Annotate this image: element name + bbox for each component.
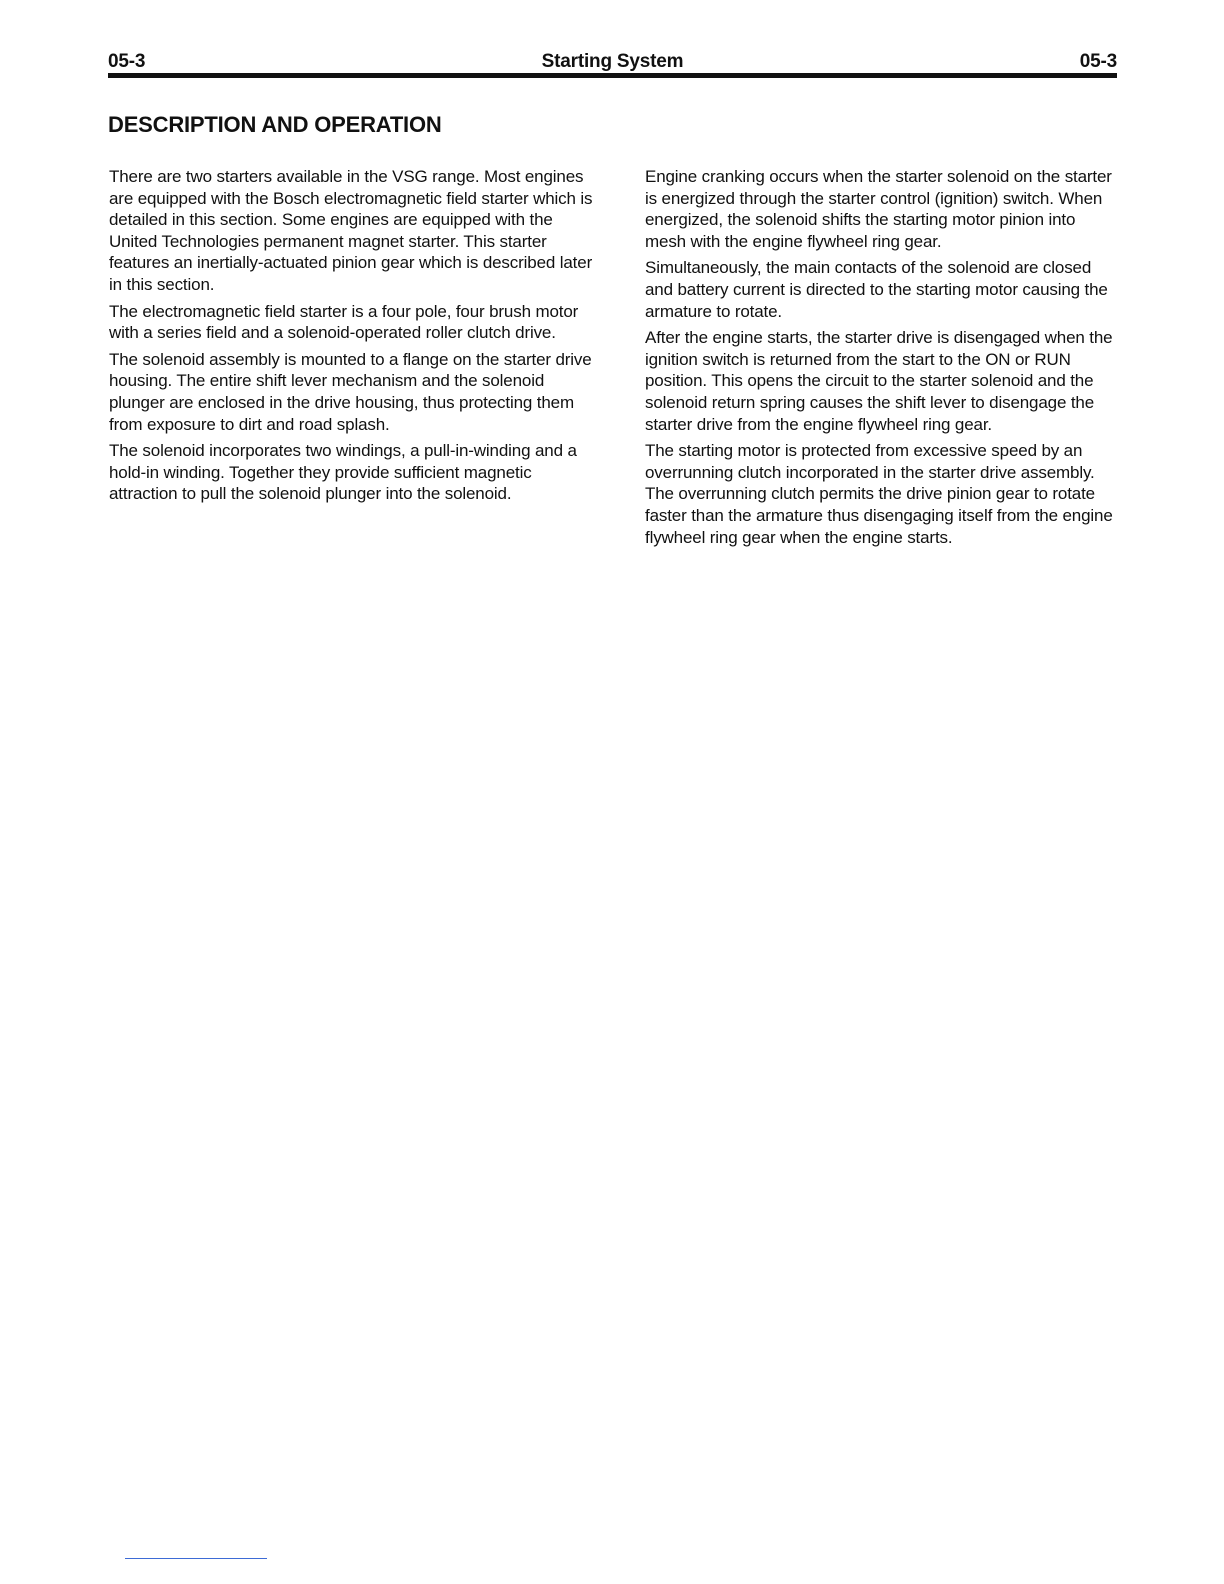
paragraph: Engine cranking occurs when the starter solenoid on the starter is energized through the starter control (ignition) switch. When energized, the solenoid shifts the starting motor pinion into mesh with the engine flywheel ring gear. [645,167,1112,251]
section-title: DESCRIPTION AND OPERATION [108,112,442,137]
footer-rule [125,1558,267,1559]
paragraph: The solenoid assembly is mounted to a flange on the starter drive housing. The entire shift lever mechanism and the solenoid plunger are enclosed in the drive housing, thus protecting them from exposure to dirt and road splash. [109,349,592,434]
header-rule [108,73,1117,78]
paragraph: The electromagnetic field starter is a four pole, four brush motor with a series field and a solenoid-operated roller clutch drive. [109,301,579,343]
left-column [109,166,595,510]
paragraph: Simultaneously, the main contacts of the solenoid are closed and battery current is directed to the starting motor causing the armature to rotate. [645,258,1108,321]
paragraph: There are two starters available in the VSG range. Most engines are equipped with the Bosch electromagnetic field starter which is detailed in this section. Some engines are equipped with the United Technologies permanent magnet starter. This starter features an inertially-actuated pinion gear which is described later in this section. [109,167,593,294]
page-number-left: 05-3 [108,51,146,72]
right-column [645,166,1117,553]
paragraph: The solenoid incorporates two windings, a pull-in-winding and a hold-in winding. Together they provide sufficient magnetic attraction to pull the solenoid plunger into the solenoid. [109,441,577,504]
running-header-title: Starting System [541,51,684,72]
paragraph: The starting motor is protected from excessive speed by an overrunning clutch incorporated in the starter drive assembly. The overrunning clutch permits the drive pinion gear to rotate faster than the armature thus disengaging itself from the engine flywheel ring gear when the engine starts. [645,441,1113,547]
paragraph: After the engine starts, the starter drive is disengaged when the ignition switch is returned from the start to the ON or RUN position. This opens the circuit to the starter solenoid and the solenoid return spring causes the shift lever to disengage the starter drive from the engine flywheel ring gear. [645,328,1113,434]
page-header [108,48,1117,80]
page-number-right: 05-3 [1079,51,1117,72]
